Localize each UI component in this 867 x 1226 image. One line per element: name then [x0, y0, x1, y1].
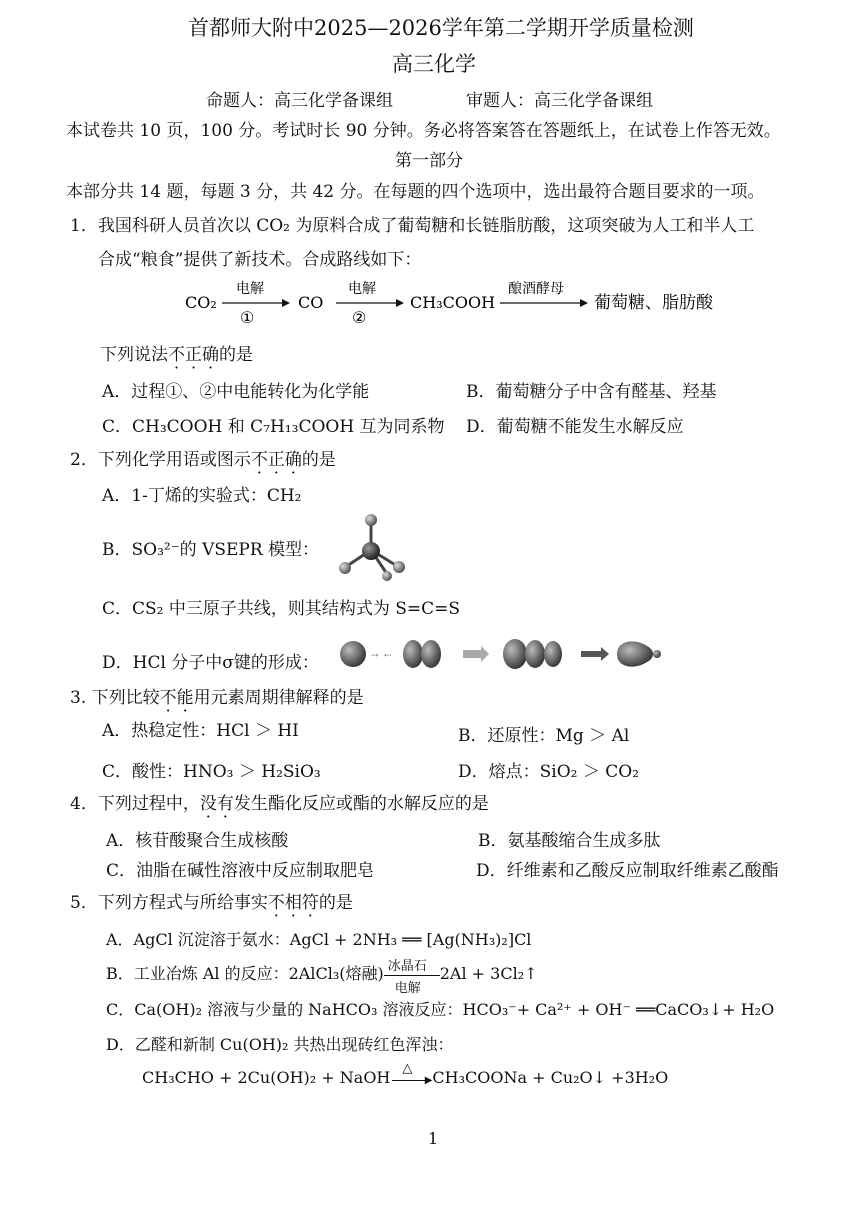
q4-stem: 4．下列过程中，没有发生酯化反应或酯的水解反应的是 [70, 794, 489, 814]
q3-stem: 3. 下列比较不能用元素周期律解释的是 [70, 688, 364, 708]
q3-option-c: C．酸性：HNO₃ ＞ H₂SiO₃ [102, 762, 321, 782]
sigma-bond-svg [335, 632, 665, 676]
q5-option-c: C．Ca(OH)₂ 溶液与少量的 NaHCO₃ 溶液反应：HCO₃⁻+ Ca²⁺ + OH⁻ ══CaCO₃↓+ H₂O [106, 1000, 775, 1019]
q5-d-heating-arrow: △ ▶ [390, 1070, 432, 1088]
q2-stem: 2．下列化学用语或图示不正确的是 [70, 450, 336, 470]
q1-stem-line1: 1．我国科研人员首次以 CO₂ 为原料合成了葡萄糖和长链脂肪酸，这项突破为人工和半人工 [70, 216, 755, 236]
sigma-bond-tail [653, 650, 661, 658]
route-arrow-3-label-top: 酿酒酵母 [508, 281, 564, 297]
q5-option-b: B．工业冶炼 Al 的反应：2AlCl₃(熔融) 冰晶石 电解 2Al + 3Cl₂↑ [106, 958, 538, 996]
q3-option-a: A．热稳定性：HCl ＞ HI [102, 721, 299, 741]
q1-stem-line2: 合成“粮食”提供了新技术。合成路线如下： [98, 250, 422, 270]
q2-option-b: B．SO₃²⁻的 VSEPR 模型： [102, 540, 320, 560]
q1-option-a: A．过程①、②中电能转化为化学能 [102, 382, 370, 402]
q3-option-b: B．还原性：Mg ＞ Al [458, 726, 630, 746]
q4-option-b: B．氨基酸缩合生成多肽 [478, 831, 661, 851]
route-species-co2: CO₂ [185, 293, 217, 312]
route-arrow-1-label-bottom: ① [240, 308, 255, 327]
route-arrow-2-head [396, 299, 404, 307]
q4-option-a: A．核苷酸聚合生成核酸 [106, 831, 289, 851]
page-number: 1 [428, 1129, 439, 1148]
subject-title: 高三化学 [392, 52, 476, 76]
svg-text:⇠: ⇠ [384, 651, 392, 661]
arrow-2-icon [581, 647, 609, 661]
lone-pair [382, 571, 392, 581]
reviewer-line: 审题人：高三化学备课组 [466, 91, 653, 111]
q1-option-b: B．葡萄糖分子中含有醛基、羟基 [466, 382, 717, 402]
q1-question: 下列说法不正确的是 [100, 345, 253, 365]
overlap-left [503, 639, 527, 669]
atom-right [393, 561, 405, 573]
cl-p-orbital-left [403, 640, 423, 668]
q5-d-equation: CH₃CHO + 2Cu(OH)₂ + NaOH △ ▶ CH₃COONa + Cu₂O↓ +3H₂O [142, 1060, 669, 1087]
vsepr-model-image [325, 508, 415, 588]
q4-option-c: C．油脂在碱性溶液中反应制取肥皂 [106, 861, 375, 881]
overlap-mid [525, 640, 545, 668]
q1-option-c: C．CH₃COOH 和 C₇H₁₃COOH 互为同系物 [102, 417, 445, 437]
overlap-right [544, 641, 562, 667]
q2-option-a: A．1-丁烯的实验式：CH₂ [102, 486, 302, 506]
q2-option-c: C．CS₂ 中三原子共线，则其结构式为 S=C=S [102, 599, 461, 619]
q5-option-a: A．AgCl 沉淀溶于氨水：AgCl + 2NH₃ ══ [Ag(NH₃)₂]Cl [106, 930, 532, 949]
exam-notice: 本试卷共 10 页，100 分。考试时长 90 分钟。务必将答案答在答题纸上，在试卷上作答无效。 [66, 121, 781, 141]
exam-title: 首都师大附中2025—2026学年第二学期开学质量检测 [188, 16, 694, 40]
vsepr-model-svg [325, 508, 415, 588]
route-arrow-2-label-bottom: ② [352, 308, 367, 327]
q5-stem: 5．下列方程式与所给事实不相符的是 [70, 893, 353, 913]
route-product: 葡萄糖、脂肪酸 [594, 293, 713, 313]
svg-text:⇢: ⇢ [371, 651, 379, 661]
q5-option-d: D．乙醛和新制 Cu(OH)₂ 共热出现砖红色浑浊： [106, 1035, 454, 1054]
atom-left [339, 562, 351, 574]
route-arrow-2-label-top: 电解 [348, 281, 376, 297]
part-title: 第一部分 [395, 151, 463, 171]
author-line: 命题人：高三化学备课组 [206, 91, 393, 111]
route-species-acetic-acid: CH₃COOH [410, 293, 496, 312]
route-arrow-1-head [282, 299, 290, 307]
part-intro: 本部分共 14 题，每题 3 分，共 42 分。在每题的四个选项中，选出最符合题目要求的一项。 [66, 182, 765, 202]
q1-synthesis-route [180, 276, 740, 334]
q4-option-d: D．纤维素和乙酸反应制取纤维素乙酸酯 [476, 861, 779, 881]
sigma-bond-orbital [617, 641, 653, 666]
arrow-1-icon [463, 646, 489, 662]
route-arrow-3-head [580, 299, 588, 307]
route-arrow-1-label-top: 电解 [236, 281, 264, 297]
h-s-orbital [340, 641, 366, 667]
atom-center [362, 542, 380, 560]
route-species-co: CO [298, 293, 324, 312]
atom-top [365, 514, 377, 526]
q1-option-d: D．葡萄糖不能发生水解反应 [466, 417, 684, 437]
sigma-bond-formation-image [335, 632, 665, 676]
q2-option-d: D．HCl 分子中σ键的形成： [102, 653, 319, 673]
cl-p-orbital-right [421, 640, 441, 668]
q1-route-diagram [180, 276, 740, 334]
q5-b-condition: 冰晶石 电解 [384, 965, 440, 985]
q3-option-d: D．熔点：SiO₂ ＞ CO₂ [458, 762, 640, 782]
